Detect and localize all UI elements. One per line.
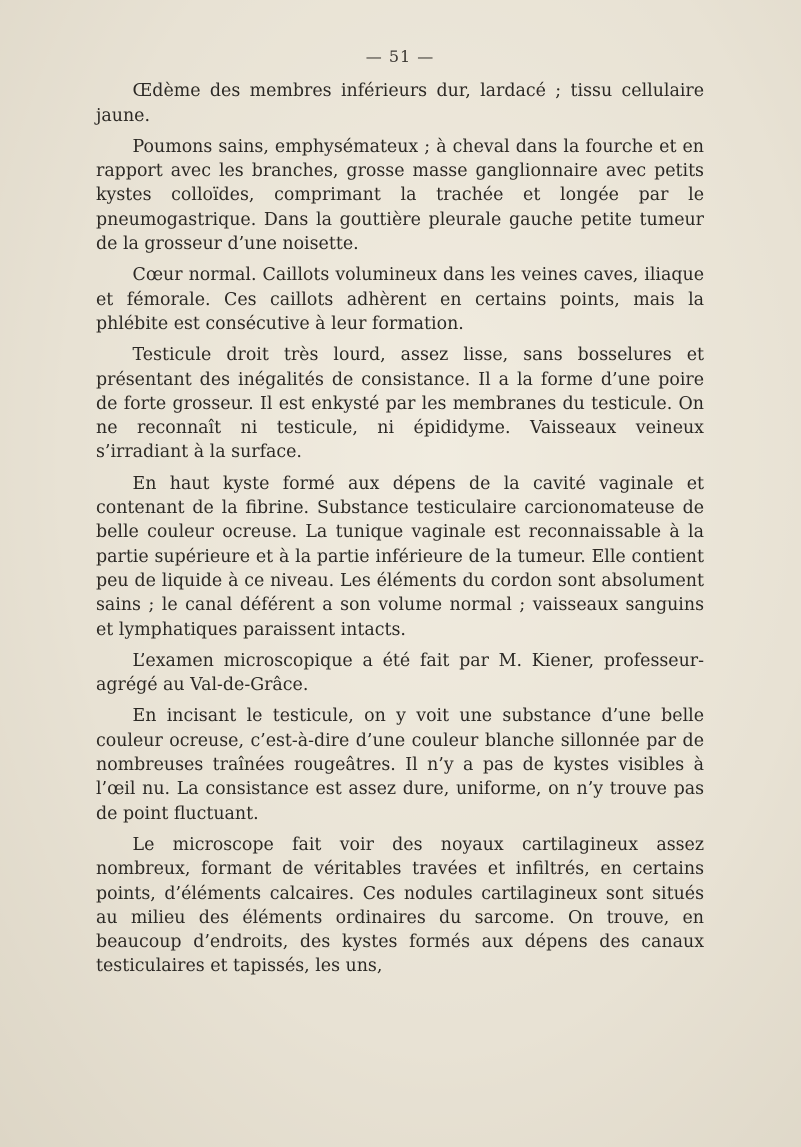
paragraph-coeur: Cœur normal. Caillots volumineux dans les veines caves, iliaque et fémorale. Ces caillots adhèrent en certains points, mais la phlébite est consécutive à leur formation. [96, 265, 704, 334]
paragraph-examen: L’examen microscopique a été fait par M. Kiener, professeur-agrégé au Val-de-Grâce. [96, 650, 704, 696]
paragraph-incision: En incisant le testicule, on y voit une substance d’une belle couleur ocreuse, c’est-à-dire d’une couleur blanche sillonnée par de nombreuses traînées rougeâtres. Il n’y a pas de kystes visibles à l’œil nu. La consistance est assez dure, uniforme, on n’y trouve pas de point fluctuant. [96, 706, 704, 824]
paragraph-microscope: Le microscope fait voir des noyaux cartilagineux assez nombreux, formant de véritables travées et infiltrés, en certains points, d’éléments calcaires. Ces nodules cartilagineux sont situés au milieu des éléments ordinaires du sarcome. On trouve, en beaucoup d’endroits, des kystes formés aux dépens des canaux testiculaires et tapissés, les uns, [96, 834, 704, 977]
page-number: — 51 — [365, 47, 435, 66]
paragraph-kyste: En haut kyste formé aux dépens de la cavité vaginale et contenant de la fibrine. Substance testiculaire carcionomateuse de belle couleur ocreuse. La tunique vaginale est reconnaissable à la partie supérieure et à la partie inférieure de la tumeur. Elle contient peu de liquide à ce niveau. Les éléments du cordon sont absolument sains ; le canal déférent a son volume normal ; vaisseaux sanguins et lymphatiques paraissent intacts. [96, 473, 704, 640]
paragraph-testicule: Testicule droit très lourd, assez lisse, sans bosselures et présentant des inégalités de consistance. Il a la forme d’une poire de forte grosseur. Il est enkysté par les membranes du testicule. On ne reconnaît ni testicule, ni épididyme. Vaisseaux veineux s’irradiant à la surface. [96, 345, 704, 463]
paragraph-poumons: Poumons sains, emphysémateux ; à cheval dans la fourche et en rapport avec les branches, grosse masse ganglionnaire avec petits kystes colloïdes, comprimant la trachée et longée par le pneumogastrique. Dans la gouttière pleurale gauche petite tumeur de la grosseur d’une noisette. [96, 136, 704, 255]
paragraph-oedeme: Œdème des membres inférieurs dur, lardacé ; tissu cellulaire jaune. [96, 81, 704, 126]
page-text [96, 45, 704, 986]
